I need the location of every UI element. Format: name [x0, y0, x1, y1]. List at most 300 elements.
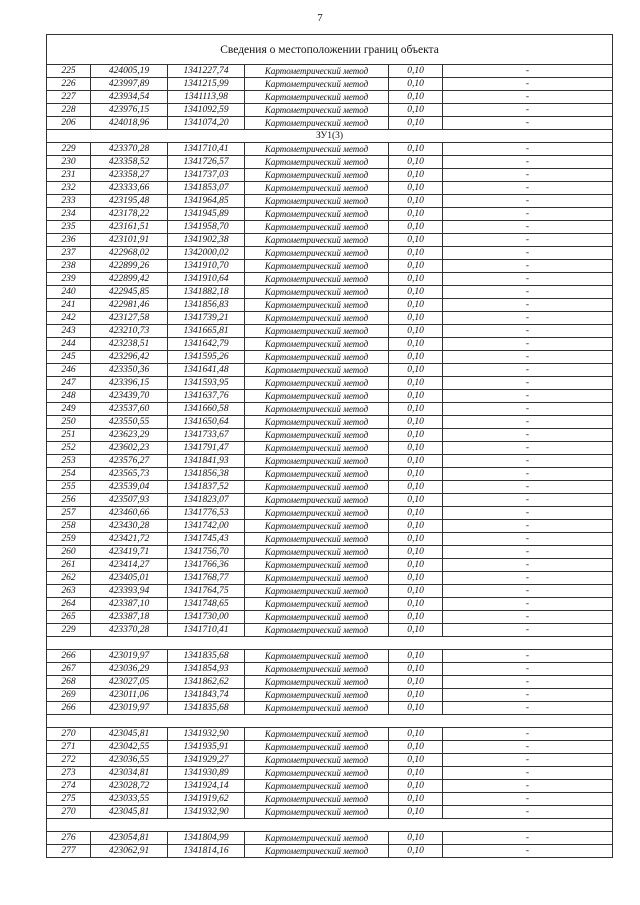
accuracy-cell: 0,10 [389, 156, 443, 169]
method-cell: Картометрический метод [245, 182, 389, 195]
table-row [47, 559, 613, 572]
table-row [47, 91, 613, 104]
y-coordinate-cell: 1341958,70 [168, 221, 245, 234]
description-cell: - [443, 364, 613, 377]
x-coordinate-cell: 423934,54 [91, 91, 168, 104]
x-coordinate-cell: 423011,06 [91, 689, 168, 702]
point-number-cell: 266 [47, 650, 91, 663]
point-number-cell: 249 [47, 403, 91, 416]
point-number-cell: 255 [47, 481, 91, 494]
point-number-cell: 271 [47, 741, 91, 754]
description-cell: - [443, 221, 613, 234]
point-number-cell: 243 [47, 325, 91, 338]
description-cell: - [443, 78, 613, 91]
accuracy-cell: 0,10 [389, 780, 443, 793]
accuracy-cell: 0,10 [389, 598, 443, 611]
x-coordinate-cell: 423238,51 [91, 338, 168, 351]
description-cell: - [443, 845, 613, 858]
table-row [47, 208, 613, 221]
accuracy-cell: 0,10 [389, 299, 443, 312]
description-cell: - [443, 312, 613, 325]
accuracy-cell: 0,10 [389, 702, 443, 715]
table-row [47, 117, 613, 130]
x-coordinate-cell: 423358,52 [91, 156, 168, 169]
table-row [47, 65, 613, 78]
description-cell: - [443, 741, 613, 754]
method-cell: Картометрический метод [245, 234, 389, 247]
description-cell: - [443, 429, 613, 442]
method-cell: Картометрический метод [245, 260, 389, 273]
table-row [47, 520, 613, 533]
table-row [47, 624, 613, 637]
method-cell: Картометрический метод [245, 481, 389, 494]
x-coordinate-cell: 423430,28 [91, 520, 168, 533]
y-coordinate-cell: 1341227,74 [168, 65, 245, 78]
table-row [47, 572, 613, 585]
x-coordinate-cell: 423414,27 [91, 559, 168, 572]
method-cell: Картометрический метод [245, 585, 389, 598]
x-coordinate-cell: 423034,81 [91, 767, 168, 780]
x-coordinate-cell: 422899,26 [91, 260, 168, 273]
table-row [47, 494, 613, 507]
accuracy-cell: 0,10 [389, 169, 443, 182]
table-row [47, 598, 613, 611]
method-cell: Картометрический метод [245, 832, 389, 845]
table-row [47, 104, 613, 117]
table-title: Сведения о местоположении границ объекта [47, 35, 613, 65]
description-cell: - [443, 611, 613, 624]
accuracy-cell: 0,10 [389, 728, 443, 741]
table-row [47, 364, 613, 377]
method-cell: Картометрический метод [245, 299, 389, 312]
x-coordinate-cell: 424005,19 [91, 65, 168, 78]
accuracy-cell: 0,10 [389, 546, 443, 559]
method-cell: Картометрический метод [245, 806, 389, 819]
y-coordinate-cell: 1341766,36 [168, 559, 245, 572]
y-coordinate-cell: 1341843,74 [168, 689, 245, 702]
y-coordinate-cell: 1341823,07 [168, 494, 245, 507]
x-coordinate-cell: 423405,01 [91, 572, 168, 585]
point-number-cell: 227 [47, 91, 91, 104]
method-cell: Картометрический метод [245, 117, 389, 130]
x-coordinate-cell: 423421,72 [91, 533, 168, 546]
table-row [47, 247, 613, 260]
separator-row [47, 637, 613, 650]
point-number-cell: 261 [47, 559, 91, 572]
method-cell: Картометрический метод [245, 104, 389, 117]
point-number-cell: 268 [47, 676, 91, 689]
y-coordinate-cell: 1342000,02 [168, 247, 245, 260]
x-coordinate-cell: 423439,70 [91, 390, 168, 403]
section-label: ЗУ1(3) [47, 130, 613, 143]
description-cell: - [443, 494, 613, 507]
point-number-cell: 241 [47, 299, 91, 312]
table-row [47, 741, 613, 754]
description-cell: - [443, 832, 613, 845]
x-coordinate-cell: 423350,36 [91, 364, 168, 377]
method-cell: Картометрический метод [245, 273, 389, 286]
x-coordinate-cell: 423019,97 [91, 650, 168, 663]
method-cell: Картометрический метод [245, 598, 389, 611]
method-cell: Картометрический метод [245, 546, 389, 559]
description-cell: - [443, 702, 613, 715]
table-row [47, 325, 613, 338]
x-coordinate-cell: 424018,96 [91, 117, 168, 130]
description-cell: - [443, 390, 613, 403]
table-row [47, 845, 613, 858]
accuracy-cell: 0,10 [389, 572, 443, 585]
point-number-cell: 265 [47, 611, 91, 624]
point-number-cell: 262 [47, 572, 91, 585]
table-row [47, 182, 613, 195]
x-coordinate-cell: 423602,23 [91, 442, 168, 455]
y-coordinate-cell: 1341854,93 [168, 663, 245, 676]
table-row [47, 767, 613, 780]
point-number-cell: 270 [47, 728, 91, 741]
y-coordinate-cell: 1341074,20 [168, 117, 245, 130]
description-cell: - [443, 286, 613, 299]
accuracy-cell: 0,10 [389, 663, 443, 676]
point-number-cell: 235 [47, 221, 91, 234]
table-row [47, 338, 613, 351]
table-row [47, 299, 613, 312]
description-cell: - [443, 468, 613, 481]
method-cell: Картометрический метод [245, 169, 389, 182]
point-number-cell: 248 [47, 390, 91, 403]
y-coordinate-cell: 1341910,64 [168, 273, 245, 286]
table-row [47, 416, 613, 429]
point-number-cell: 267 [47, 663, 91, 676]
method-cell: Картометрический метод [245, 780, 389, 793]
x-coordinate-cell: 423539,04 [91, 481, 168, 494]
y-coordinate-cell: 1341835,68 [168, 702, 245, 715]
method-cell: Картометрический метод [245, 156, 389, 169]
table-row [47, 832, 613, 845]
method-cell: Картометрический метод [245, 494, 389, 507]
y-coordinate-cell: 1341964,85 [168, 195, 245, 208]
accuracy-cell: 0,10 [389, 403, 443, 416]
y-coordinate-cell: 1341748,65 [168, 598, 245, 611]
table-row [47, 143, 613, 156]
description-cell: - [443, 403, 613, 416]
accuracy-cell: 0,10 [389, 273, 443, 286]
y-coordinate-cell: 1341726,57 [168, 156, 245, 169]
description-cell: - [443, 546, 613, 559]
accuracy-cell: 0,10 [389, 468, 443, 481]
table-row [47, 481, 613, 494]
x-coordinate-cell: 423033,55 [91, 793, 168, 806]
y-coordinate-cell: 1341710,41 [168, 143, 245, 156]
x-coordinate-cell: 423358,27 [91, 169, 168, 182]
description-cell: - [443, 182, 613, 195]
method-cell: Картометрический метод [245, 390, 389, 403]
description-cell: - [443, 325, 613, 338]
method-cell: Картометрический метод [245, 221, 389, 234]
point-number-cell: 257 [47, 507, 91, 520]
method-cell: Картометрический метод [245, 676, 389, 689]
description-cell: - [443, 806, 613, 819]
description-cell: - [443, 767, 613, 780]
description-cell: - [443, 520, 613, 533]
x-coordinate-cell: 423045,81 [91, 728, 168, 741]
description-cell: - [443, 169, 613, 182]
x-coordinate-cell: 423195,48 [91, 195, 168, 208]
point-number-cell: 236 [47, 234, 91, 247]
accuracy-cell: 0,10 [389, 260, 443, 273]
y-coordinate-cell: 1341862,62 [168, 676, 245, 689]
table-row [47, 546, 613, 559]
y-coordinate-cell: 1341853,07 [168, 182, 245, 195]
y-coordinate-cell: 1341835,68 [168, 650, 245, 663]
point-number-cell: 270 [47, 806, 91, 819]
accuracy-cell: 0,10 [389, 195, 443, 208]
accuracy-cell: 0,10 [389, 390, 443, 403]
method-cell: Картометрический метод [245, 286, 389, 299]
description-cell: - [443, 247, 613, 260]
point-number-cell: 263 [47, 585, 91, 598]
x-coordinate-cell: 423210,73 [91, 325, 168, 338]
accuracy-cell: 0,10 [389, 507, 443, 520]
accuracy-cell: 0,10 [389, 65, 443, 78]
method-cell: Картометрический метод [245, 754, 389, 767]
table-row [47, 806, 613, 819]
point-number-cell: 237 [47, 247, 91, 260]
x-coordinate-cell: 423296,42 [91, 351, 168, 364]
point-number-cell: 254 [47, 468, 91, 481]
y-coordinate-cell: 1341768,77 [168, 572, 245, 585]
table-row [47, 585, 613, 598]
description-cell: - [443, 65, 613, 78]
y-coordinate-cell: 1341804,99 [168, 832, 245, 845]
x-coordinate-cell: 423393,94 [91, 585, 168, 598]
accuracy-cell: 0,10 [389, 442, 443, 455]
y-coordinate-cell: 1341595,26 [168, 351, 245, 364]
accuracy-cell: 0,10 [389, 377, 443, 390]
y-coordinate-cell: 1341756,70 [168, 546, 245, 559]
method-cell: Картометрический метод [245, 325, 389, 338]
y-coordinate-cell: 1341919,62 [168, 793, 245, 806]
method-cell: Картометрический метод [245, 143, 389, 156]
table-row [47, 455, 613, 468]
x-coordinate-cell: 423623,29 [91, 429, 168, 442]
method-cell: Картометрический метод [245, 377, 389, 390]
accuracy-cell: 0,10 [389, 494, 443, 507]
y-coordinate-cell: 1341660,58 [168, 403, 245, 416]
table-row [47, 234, 613, 247]
table-row [47, 221, 613, 234]
point-number-cell: 238 [47, 260, 91, 273]
separator-row [47, 715, 613, 728]
y-coordinate-cell: 1341932,90 [168, 806, 245, 819]
y-coordinate-cell: 1341935,91 [168, 741, 245, 754]
y-coordinate-cell: 1341932,90 [168, 728, 245, 741]
table-row [47, 390, 613, 403]
accuracy-cell: 0,10 [389, 754, 443, 767]
description-cell: - [443, 559, 613, 572]
description-cell: - [443, 156, 613, 169]
description-cell: - [443, 780, 613, 793]
description-cell: - [443, 507, 613, 520]
accuracy-cell: 0,10 [389, 585, 443, 598]
accuracy-cell: 0,10 [389, 767, 443, 780]
description-cell: - [443, 572, 613, 585]
accuracy-cell: 0,10 [389, 91, 443, 104]
description-cell: - [443, 273, 613, 286]
point-number-cell: 246 [47, 364, 91, 377]
point-number-cell: 273 [47, 767, 91, 780]
table-row [47, 793, 613, 806]
table-row [47, 78, 613, 91]
method-cell: Картометрический метод [245, 364, 389, 377]
point-number-cell: 240 [47, 286, 91, 299]
description-cell: - [443, 481, 613, 494]
y-coordinate-cell: 1341930,89 [168, 767, 245, 780]
method-cell: Картометрический метод [245, 416, 389, 429]
accuracy-cell: 0,10 [389, 676, 443, 689]
accuracy-cell: 0,10 [389, 845, 443, 858]
point-number-cell: 234 [47, 208, 91, 221]
x-coordinate-cell: 423387,18 [91, 611, 168, 624]
y-coordinate-cell: 1341814,16 [168, 845, 245, 858]
table-row [47, 689, 613, 702]
method-cell: Картометрический метод [245, 247, 389, 260]
table-row [47, 728, 613, 741]
point-number-cell: 244 [47, 338, 91, 351]
method-cell: Картометрический метод [245, 468, 389, 481]
description-cell: - [443, 442, 613, 455]
method-cell: Картометрический метод [245, 507, 389, 520]
table-row [47, 169, 613, 182]
method-cell: Картометрический метод [245, 312, 389, 325]
method-cell: Картометрический метод [245, 195, 389, 208]
y-coordinate-cell: 1341856,83 [168, 299, 245, 312]
method-cell: Картометрический метод [245, 689, 389, 702]
x-coordinate-cell: 423161,51 [91, 221, 168, 234]
accuracy-cell: 0,10 [389, 286, 443, 299]
point-number-cell: 253 [47, 455, 91, 468]
y-coordinate-cell: 1341650,64 [168, 416, 245, 429]
y-coordinate-cell: 1341910,70 [168, 260, 245, 273]
x-coordinate-cell: 423976,15 [91, 104, 168, 117]
table-row [47, 273, 613, 286]
point-number-cell: 230 [47, 156, 91, 169]
description-cell: - [443, 91, 613, 104]
table-row [47, 403, 613, 416]
description-cell: - [443, 117, 613, 130]
description-cell: - [443, 689, 613, 702]
method-cell: Картометрический метод [245, 338, 389, 351]
description-cell: - [443, 728, 613, 741]
x-coordinate-cell: 423387,10 [91, 598, 168, 611]
method-cell: Картометрический метод [245, 403, 389, 416]
method-cell: Картометрический метод [245, 442, 389, 455]
point-number-cell: 260 [47, 546, 91, 559]
x-coordinate-cell: 423537,60 [91, 403, 168, 416]
method-cell: Картометрический метод [245, 78, 389, 91]
description-cell: - [443, 663, 613, 676]
point-number-cell: 269 [47, 689, 91, 702]
accuracy-cell: 0,10 [389, 624, 443, 637]
description-cell: - [443, 598, 613, 611]
description-cell: - [443, 338, 613, 351]
description-cell: - [443, 377, 613, 390]
point-number-cell: 276 [47, 832, 91, 845]
x-coordinate-cell: 422981,46 [91, 299, 168, 312]
accuracy-cell: 0,10 [389, 689, 443, 702]
method-cell: Картометрический метод [245, 663, 389, 676]
y-coordinate-cell: 1341856,38 [168, 468, 245, 481]
method-cell: Картометрический метод [245, 767, 389, 780]
method-cell: Картометрический метод [245, 611, 389, 624]
table-row [47, 260, 613, 273]
accuracy-cell: 0,10 [389, 806, 443, 819]
point-number-cell: 225 [47, 65, 91, 78]
table-row [47, 611, 613, 624]
accuracy-cell: 0,10 [389, 364, 443, 377]
accuracy-cell: 0,10 [389, 312, 443, 325]
y-coordinate-cell: 1341092,59 [168, 104, 245, 117]
x-coordinate-cell: 423178,22 [91, 208, 168, 221]
x-coordinate-cell: 423419,71 [91, 546, 168, 559]
accuracy-cell: 0,10 [389, 520, 443, 533]
method-cell: Картометрический метод [245, 650, 389, 663]
accuracy-cell: 0,10 [389, 611, 443, 624]
x-coordinate-cell: 422899,42 [91, 273, 168, 286]
y-coordinate-cell: 1341929,27 [168, 754, 245, 767]
x-coordinate-cell: 423333,66 [91, 182, 168, 195]
y-coordinate-cell: 1341902,38 [168, 234, 245, 247]
x-coordinate-cell: 423045,81 [91, 806, 168, 819]
method-cell: Картометрический метод [245, 624, 389, 637]
point-number-cell: 206 [47, 117, 91, 130]
table-row [47, 533, 613, 546]
table-row [47, 442, 613, 455]
y-coordinate-cell: 1341737,03 [168, 169, 245, 182]
y-coordinate-cell: 1341665,81 [168, 325, 245, 338]
method-cell: Картометрический метод [245, 533, 389, 546]
boundary-table [46, 34, 613, 858]
y-coordinate-cell: 1341637,76 [168, 390, 245, 403]
point-number-cell: 231 [47, 169, 91, 182]
x-coordinate-cell: 423460,66 [91, 507, 168, 520]
x-coordinate-cell: 423054,81 [91, 832, 168, 845]
separator-cell [47, 819, 613, 832]
method-cell: Картометрический метод [245, 702, 389, 715]
y-coordinate-cell: 1341730,00 [168, 611, 245, 624]
x-coordinate-cell: 423507,93 [91, 494, 168, 507]
y-coordinate-cell: 1341776,53 [168, 507, 245, 520]
description-cell: - [443, 234, 613, 247]
method-cell: Картометрический метод [245, 351, 389, 364]
point-number-cell: 242 [47, 312, 91, 325]
accuracy-cell: 0,10 [389, 741, 443, 754]
description-cell: - [443, 351, 613, 364]
x-coordinate-cell: 423576,27 [91, 455, 168, 468]
accuracy-cell: 0,10 [389, 793, 443, 806]
y-coordinate-cell: 1341745,43 [168, 533, 245, 546]
accuracy-cell: 0,10 [389, 559, 443, 572]
y-coordinate-cell: 1341882,18 [168, 286, 245, 299]
method-cell: Картометрический метод [245, 793, 389, 806]
table-row [47, 286, 613, 299]
method-cell: Картометрический метод [245, 65, 389, 78]
point-number-cell: 256 [47, 494, 91, 507]
y-coordinate-cell: 1341215,99 [168, 78, 245, 91]
x-coordinate-cell: 423997,89 [91, 78, 168, 91]
table-row [47, 663, 613, 676]
table-row [47, 429, 613, 442]
x-coordinate-cell: 422945,85 [91, 286, 168, 299]
